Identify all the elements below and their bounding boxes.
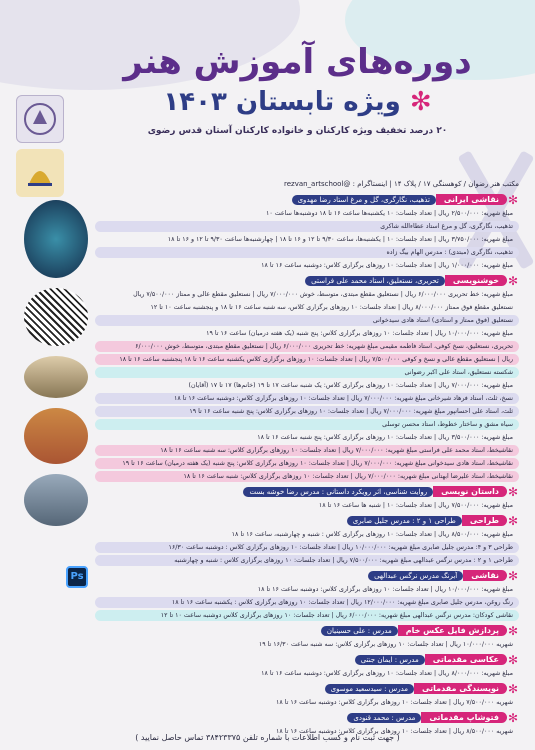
course-detail-row: نقاشیخط، استاد هادی سیدخوانی مبلغ شهریه: ۷/۰۰۰/۰۰۰ ریال | تعداد جلسات: ۱۰ روزهای برگزاری کلاس: پنج شنبه (یک هفته درمیان) ساعت ۱۶ تا ۱۹: [95, 458, 519, 469]
section-subtitle: آبرنگ مدرس نرگس عبدالهی: [368, 571, 463, 581]
star-icon: ✻: [507, 568, 519, 583]
course-detail-row: نقاشیخط، استاد محمد علی فراستی مبلغ شهریه: ۷/۰۰۰/۰۰۰ ریال | تعداد جلسات: ۱۰ روزهای برگزاری کلاس: سه شنبه ساعت ۱۶ تا ۱۸: [95, 445, 519, 456]
section-subtitle: طراحی ۱ و ۲ : مدرس جلیل صابری: [347, 516, 462, 526]
course-detail-row: مبلغ شهریه: ۳/۷۵۰/۰۰۰ ریال | تعداد جلسات: ۱۰ | یکشنبه‌ها، ساعت ۹/۳۰ تا ۱۲ و ۱۶ تا ۱۸ | چهارشنبه‌ها ساعت ۹/۳۰ تا ۱۲ و ۱۶ تا ۱۸: [167, 236, 513, 243]
course-detail-row: مبلغ شهریه: ۲/۵۰۰/۰۰۰ ریال | تعداد جلسات: ۱۰ یکشنبه‌ها ساعت ۱۶ تا ۱۸ دوشنبه‌ها ساعت ۱۰: [265, 210, 513, 217]
section-header: [95, 485, 519, 498]
section-subtitle: مدرس : علی حسینیان: [321, 626, 398, 636]
course-detail-row: مبلغ شهریه: خط تحریری ۶/۰۰۰/۰۰۰ ریال | نستعلیق مقطع مبتدی، متوسط، خوش ۷/۰۰۰/۰۰۰ ریال | نستعلیق مقطع عالی و ممتاز ۷/۵۰۰/۰۰۰ ریال: [133, 291, 513, 298]
course-detail-row: تحریری، نستعلیق، نسخ کوفی، استاد فاطمه مقیمی مبلغ شهریه: خط تحریری ۶/۰۰۰/۰۰۰ ریال | نستعلیق مقطع مبتدی، متوسط، خوش ۶/۰۰۰/۰۰۰: [95, 341, 519, 352]
section-header: [95, 514, 519, 527]
header: [120, 42, 475, 136]
section-header: [95, 711, 519, 724]
address-line: مکتب هنر رضوان / کوهسنگی ۱۷ / پلاک ۱۴ | اینستاگرام : @rezvan_artschool: [283, 180, 519, 188]
section-title: طراحی: [462, 515, 507, 526]
main-title: دوره‌های آموزش هنر: [123, 42, 472, 82]
course-detail-row: شهریه ۱۰/۰۰۰/۰۰۰ ریال | تعداد جلسات: ۱۰ روزهای برگزاری کلاس: سه شنبه ساعت ۱۶/۳۰ تا ۱۹: [258, 641, 513, 648]
course-list: [95, 178, 519, 737]
star-icon: ✻: [507, 652, 519, 667]
star-icon: ✻: [507, 513, 519, 528]
footer-note: ( جهت ثبت نام و کسب اطلاعات با شماره تلفن ۳۸۴۲۳۳۷۵ تماس حاصل نمایید ): [135, 733, 400, 742]
course-detail-row: ریال | نستعلیق مقطع عالی و نسخ و کوفی ۷/۵۰۰/۰۰۰ ریال | تعداد جلسات: ۱۰ روزهای برگزاری کلاس یکشنبه ساعت ۱۶ تا ۱۸ پنجشنبه ساعت ۱۶ تا ۱۸: [95, 354, 519, 365]
course-detail-row: سیاه مشق و ساختار خطوط، استاد محسن توسلی: [95, 419, 519, 430]
calligraphy-artwork-icon: [24, 288, 88, 346]
star-icon: ✻: [507, 710, 519, 725]
star-icon: ✻: [507, 681, 519, 696]
star-icon: ✻: [409, 87, 432, 117]
star-icon: ✻: [507, 484, 519, 499]
course-detail-row: شهریه ۸/۵۰۰/۰۰۰ ریال | تعداد جلسات: ۱۰ روزهای برگزاری کلاس: دوشنبه ساعت ۱۶ تا ۱۸: [275, 728, 513, 735]
course-detail-row: ثلث، استاد علی احسانپور مبلغ شهریه: ۷/۰۰۰/۰۰۰ ریال | تعداد جلسات: ۱۰ روزهای برگزاری کلاس: پنج شنبه ساعت ۱۶ تا ۱۹: [95, 406, 519, 417]
course-detail-row: نقاشیخط، استاد علیرضا ابهتانی مبلغ شهریه: ۷/۰۰۰/۰۰۰ ریال | تعداد جلسات: ۱۰ روزهای برگزاری کلاس: شنبه ساعت ۱۶ تا ۱۸: [95, 471, 519, 482]
course-detail-row: نستعلیق (فوق ممتاز و استادی) استاد هادی سیدخوانی: [95, 315, 519, 326]
course-detail-row: شهریه ۷/۵۰۰/۰۰۰ ریال | تعداد جلسات: ۱۰ روزهای برگزاری کلاس: دوشنبه ساعت ۱۶ تا ۱۸: [275, 699, 513, 706]
star-icon: ✻: [507, 273, 519, 288]
sub-title: [120, 86, 475, 118]
section-title: نقاشی: [463, 570, 507, 581]
pencils-artwork-icon: [24, 408, 88, 464]
section-header: [95, 653, 519, 666]
course-detail-row: مبلغ شهریه: ۱/۰۰۰/۰۰۰ ریال | تعداد جلسات: ۱۰ روزهای برگزاری کلاس: دوشنبه ساعت ۱۶ تا ۱۸: [261, 262, 513, 269]
course-detail-row: مبلغ شهریه: ۸/۵۰۰/۰۰۰ ریال | تعداد جلسات: ۱۰ روزهای برگزاری کلاس : شنبه و چهارشنبه، ساعت ۱۶ تا ۱۸: [231, 531, 513, 538]
course-detail-row: مبلغ شهریه: ۱۰/۰۰۰/۰۰۰ ریال | تعداد جلسات: ۱۰ روزهای برگزاری کلاس: پنج شنبه (یک هفته درمیان) ساعت ۱۶ تا ۱۹: [206, 330, 513, 337]
photoshop-icon: Ps: [66, 566, 88, 588]
course-detail-row: نقاشی کودکان: مدرس نرگس عبدالهی مبلغ شهریه: ۶/۰۰۰/۰۰۰ ریال | تعداد جلسات: ۱۰ روزهای برگزاری کلاس دوشنبه ساعت ۱۰ تا ۱۲: [95, 610, 519, 621]
course-detail-row: مبلغ شهریه: ۷/۵۰۰/۰۰۰ ریال | تعداد جلسات: ۱۰ | شنبه ها ساعت ۱۶ تا ۱۸: [318, 502, 513, 509]
course-detail-row: نسخ، ثلث، استاد فرهاد شیرخانی مبلغ شهریه: ۷/۰۰۰/۰۰۰ ریال | تعداد جلسات: ۱۰ روزهای برگزاری کلاس: دوشنبه ساعت ۱۶ تا ۱۸: [95, 393, 519, 404]
course-detail-row: مبلغ شهریه: ۸/۰۰۰/۰۰۰ ریال | تعداد جلسات: ۱۰ روزهای برگزاری کلاس: دوشنبه ساعت ۱۶ تا ۱۸: [261, 670, 513, 677]
course-detail-row: تذهیب، نگارگری (مبتدی) : مدرس الهام بیگ زاده: [95, 247, 519, 258]
course-detail-row: نستعلیق مقطع فوق ممتاز ۸/۰۰۰/۰۰۰ ریال | تعداد جلسات: ۱۰ روزهای برگزاری کلاس، سه شنبه ساعت ۱۶ تا ۱۸ و پنجشنبه ساعت ۱۰ تا ۱۲: [150, 304, 513, 311]
section-header: [95, 682, 519, 695]
dome-logo-icon: [16, 149, 64, 197]
artwork-icon: [24, 356, 88, 398]
drawing-artwork-icon: [24, 474, 88, 526]
star-icon: ✻: [507, 623, 519, 638]
discount-note: ۲۰ درصد تخفیف ویژه کارکنان و خانواده کارکنان آستان قدس رضوی: [147, 126, 448, 136]
section-title: فتوشاپ مقدماتی: [421, 712, 507, 723]
illumination-artwork-icon: [24, 200, 88, 278]
section-header: [95, 624, 519, 637]
course-detail-row: مبلغ شهریه: ۷/۰۰۰/۰۰۰ ریال | تعداد جلسات: ۱۰ روزهای برگزاری کلاس: یک شنبه ساعت ۱۷ تا ۱۹ (خانم‌ها) ۱۷ تا ۱۷ (آقایان): [188, 382, 513, 389]
course-detail-row: شکسته نستعلیق، استاد علی اکبر رضوانی: [95, 367, 519, 378]
section-subtitle: مدرس : سیدسعید موسوی: [325, 684, 414, 694]
section-subtitle: مدرس : ایمان جنتی: [355, 655, 425, 665]
section-header: [95, 569, 519, 582]
artwork-column: [16, 200, 88, 536]
section-title: پردازش فایل عکس خام: [398, 625, 507, 636]
section-title: خوشنویسی: [445, 275, 507, 286]
section-title: داستان نویسی: [433, 486, 507, 497]
course-detail-row: تذهیب، نگارگری، گل و مرغ استاد عطاءالله شاکری: [95, 221, 519, 232]
section-title: نویسندگی مقدماتی: [414, 683, 507, 694]
section-subtitle: تحریری، نستعلیق، استاد محمد علی فراستی: [305, 276, 445, 286]
section-subtitle: تذهیب، نگارگری، گل و مرغ استاد رضا مهدوی: [292, 195, 436, 205]
section-subtitle: مدرس : محمد قنودی: [347, 713, 421, 723]
sub-title-text: ویژه تابستان ۱۴۰۳: [163, 87, 401, 117]
section-subtitle: روایت شناسی، اثر رویکرد داستانی : مدرس رضا خوشه بست: [243, 487, 433, 497]
section-header: [95, 193, 519, 206]
logo-column: [14, 95, 64, 203]
section-title: عکاسی مقدماتی: [425, 654, 507, 665]
section-header: [95, 274, 519, 287]
course-detail-row: طراحی ۳ و ۴: مدرس جلیل صابری مبلغ شهریه: ۱۰/۰۰۰/۰۰۰ ریال | تعداد جلسات: ۱۰ روزهای برگزاری کلاس : دوشنبه ساعت ۱۶/۳۰: [95, 542, 519, 553]
course-detail-row: رنگ روغن، مدرس جلیل صابری مبلغ شهریه: ۱۲/۰۰۰/۰۰۰ ریال | تعداد جلسات: ۱۰ روزهای برگزاری کلاس : یکشنبه ساعت ۱۶ تا ۱۸: [95, 597, 519, 608]
course-detail-row: طراحی ۱ و ۲ : مدرس نرگس عبدالهی مبلغ شهریه: ۷/۵۰۰/۰۰۰ ریال | تعداد جلسات: ۱۰ روزهای برگزاری کلاس : شنبه و چهارشنبه: [95, 555, 519, 566]
course-detail-row: مبلغ شهریه: ۳/۵۰۰/۰۰۰ ریال | تعداد جلسات: ۱۰ روزهای برگزاری کلاس: پنج شنبه ساعت ۱۶ تا ۱۸: [257, 434, 513, 441]
course-detail-row: مبلغ شهریه: ۱۰/۰۰۰/۰۰۰ ریال | تعداد جلسات: ۱۰ روزهای برگزاری کلاس: دوشنبه ساعت ۱۶ تا ۱۸: [257, 586, 513, 593]
astan-logo-icon: [16, 95, 64, 143]
section-title: نقاشی ایرانی: [436, 194, 507, 205]
star-icon: ✻: [507, 192, 519, 207]
